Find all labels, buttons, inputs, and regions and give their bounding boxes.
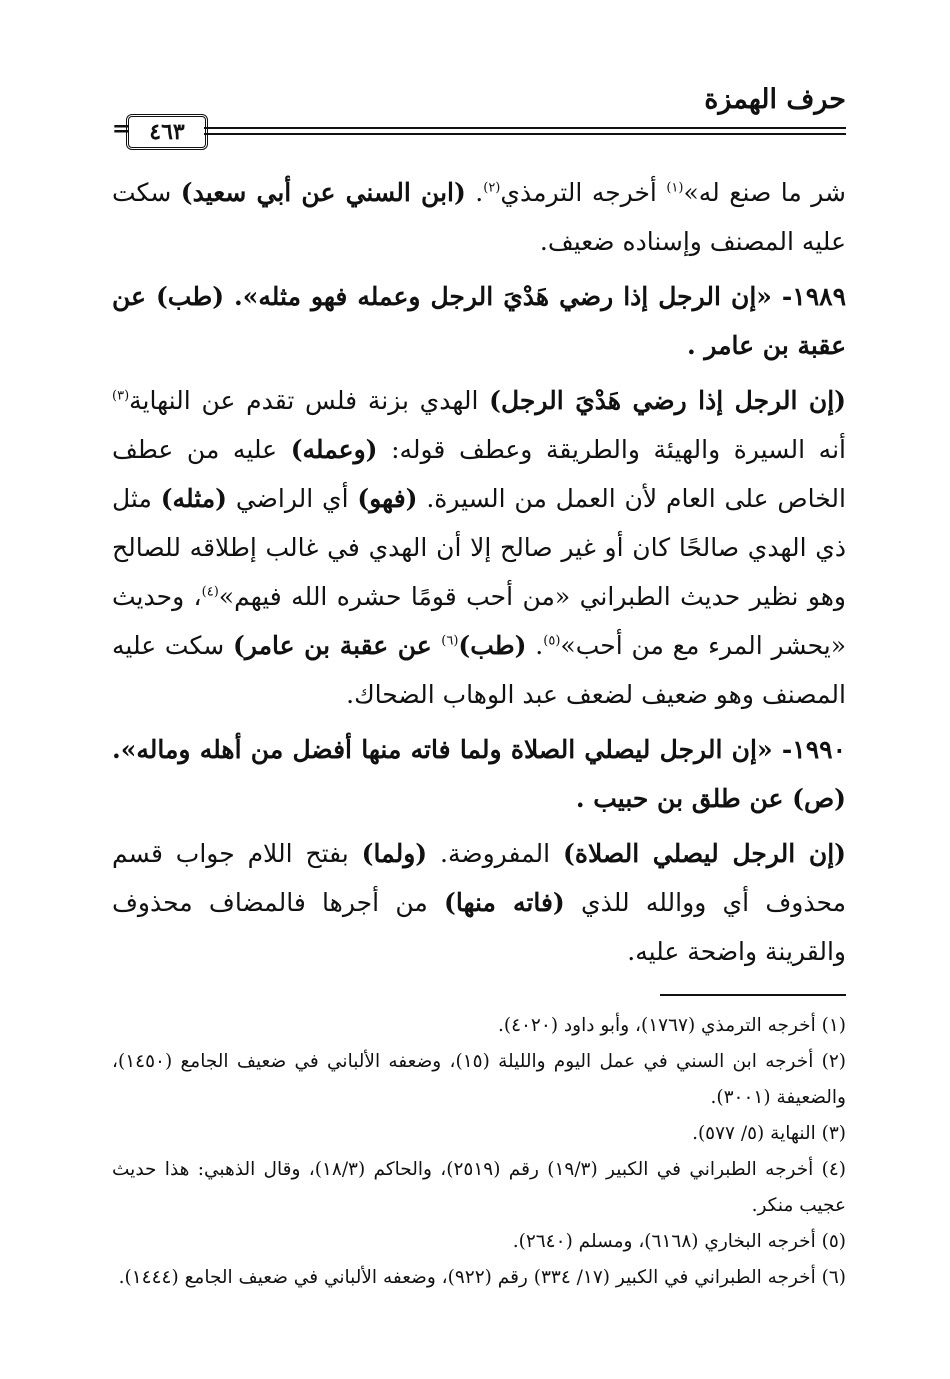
text-run: ، وحديث «يحشر المرء مع من أحب» — [112, 582, 847, 660]
source-citation: عن عقبة بن عامر) — [233, 631, 442, 660]
footnote-1: (١) أخرجه الترمذي (١٧٦٧)، وأبو داود (٤٠٢٠). — [497, 1015, 846, 1036]
text-run: الهدي بزنة فلس تقدم عن النهاية — [129, 386, 490, 415]
text-run: أنه السيرة والهيئة والطريقة وعطف قوله: — [377, 435, 846, 464]
page-number: ٤٦٣ — [126, 114, 208, 150]
quoted-phrase: (إن الرجل ليصلي الصلاة) — [563, 839, 846, 868]
source-citation: (طب) — [458, 631, 527, 660]
footnote-ref: (٦) — [441, 633, 459, 649]
text-run: سكت عليه المصنف وإسناده ضعيف. — [112, 178, 846, 256]
text-run: المفروضة. — [427, 839, 564, 868]
rule-end-mark: = — [112, 116, 131, 142]
footnote-6: (٦) أخرجه الطبراني في الكبير (١٧/ ٣٣٤) رقم (٩٢٢)، وضعفه الألباني في ضعيف الجامع (١٤٤٤). — [118, 1267, 846, 1288]
rule-line-bottom — [204, 133, 846, 135]
rule-line-top — [204, 127, 846, 129]
quoted-phrase: (فهو) — [357, 484, 418, 513]
commentary-1990 — [112, 829, 846, 976]
hadith-1989: ١٩٨٩- «إن الرجل إذا رضي هَدْيَ الرجل وعمله فهو مثله». (طب) عن عقبة بن عامر . — [112, 282, 846, 360]
footnote-separator — [660, 994, 846, 996]
chapter-title: حرف الهمزة — [704, 84, 846, 115]
text-run: بفتح اللام جواب قسم محذوف أي ووالله للذي — [112, 839, 846, 917]
text-run: مثل ذي الهدي صالحًا كان أو غير صالح إلا أن الهدي في غالب إطلاقه للصالح وهو نظير حديث الطبراني «من أحب قومًا حشره الله فيهم» — [112, 484, 846, 611]
footnote-4: (٤) أخرجه الطبراني في الكبير (١٩/٣) رقم (٢٥١٩)، والحاكم (١٨/٣)، وقال الذهبي: هذا حديث عجيب منكر. — [112, 1159, 846, 1216]
text-run: أي الراضي — [227, 484, 358, 513]
quoted-phrase: (ولما) — [361, 839, 428, 868]
text-run: أخرجه الترمذي — [500, 178, 667, 207]
text-run: من أجرها فالمضاف محذوف والقرينة واضحة عليه. — [112, 888, 846, 966]
quoted-phrase: (وعمله) — [290, 435, 378, 464]
footnote-5: (٥) أخرجه البخاري (٦١٦٨)، ومسلم (٢٦٤٠). — [512, 1231, 846, 1252]
header-rule — [112, 114, 846, 148]
footnote-ref: (٥) — [543, 633, 561, 649]
text-run: سكت عليه المصنف وهو ضعيف لضعف عبد الوهاب الضحاك. — [112, 631, 846, 709]
footnote-3: (٣) النهاية (٥/ ٥٧٧). — [692, 1123, 846, 1144]
text-run: . — [465, 178, 484, 207]
commentary-1989 — [112, 376, 846, 719]
footnote-2: (٢) أخرجه ابن السني في عمل اليوم والليلة (١٥)، وضعفه الألباني في ضعيف الجامع (١٤٥٠)، والضعيفة (٣٠٠١). — [112, 1051, 846, 1108]
quoted-phrase: (إن الرجل إذا رضي هَدْيَ الرجل) — [489, 386, 846, 415]
footnote-ref: (٤) — [201, 584, 219, 600]
footnote-ref: (١) — [666, 180, 684, 196]
text-run: . — [526, 631, 544, 660]
footnotes — [112, 1008, 846, 1296]
hadith-1990: ١٩٩٠- «إن الرجل ليصلي الصلاة ولما فاته منها أفضل من أهله وماله». (ص) عن طلق بن حبيب . — [112, 735, 846, 813]
footnote-ref: (٣) — [112, 388, 130, 404]
text-run: شر ما صنع له» — [683, 178, 846, 207]
quoted-phrase: (مثله) — [160, 484, 227, 513]
main-text — [112, 168, 846, 982]
quoted-phrase: (فاته منها) — [444, 888, 565, 917]
text-run: عليه من عطف الخاص على العام لأن العمل من السيرة. — [112, 435, 846, 513]
source-citation: (ابن السني عن أبي سعيد) — [180, 178, 466, 207]
paragraph-continuation — [112, 168, 846, 266]
footnote-ref: (٢) — [483, 180, 501, 196]
